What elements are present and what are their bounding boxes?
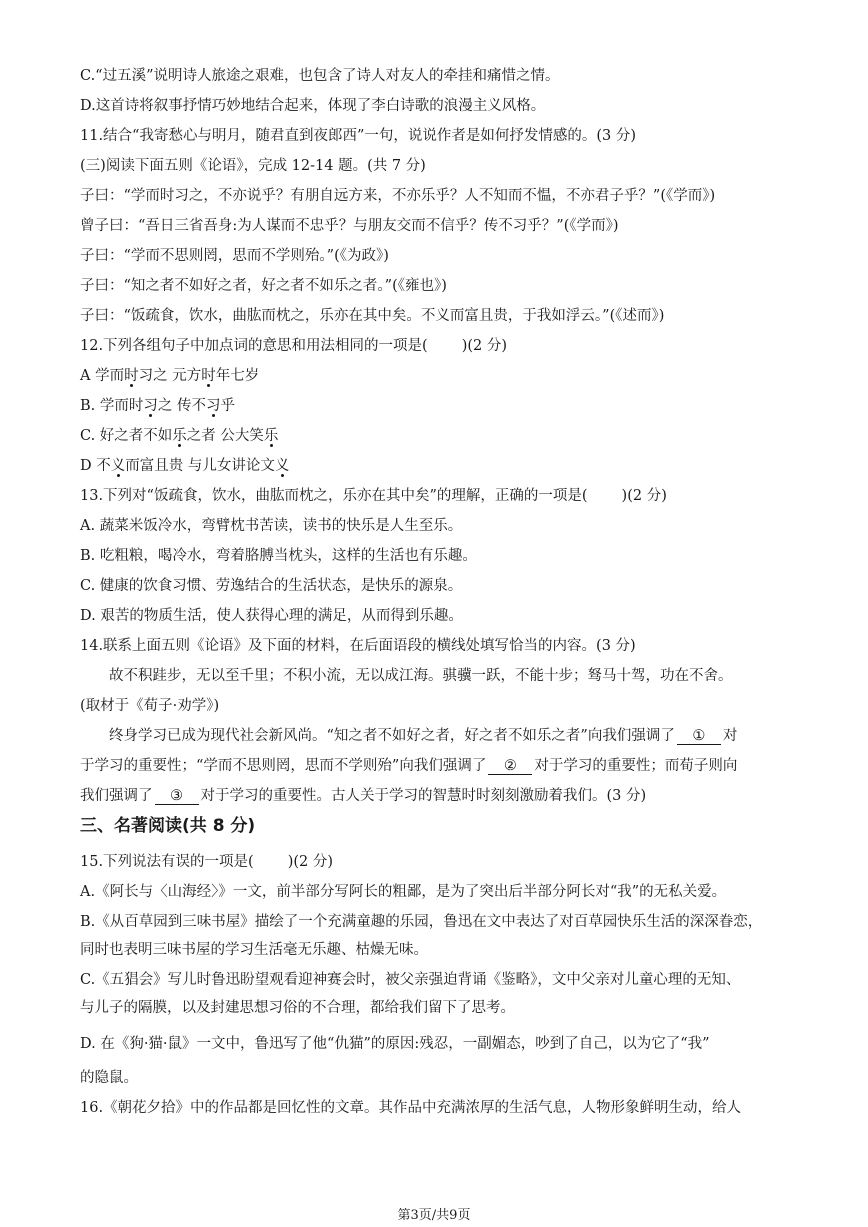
option-b-q13: B. 吃粗粮，喝冷水，弯着胳膊当枕头，这样的生活也有乐趣。 [80,548,477,564]
dotted-word: 习 [205,398,221,414]
option-text: 习之 元方 [138,368,202,384]
fill-blank-2[interactable]: ② [488,758,532,775]
option-text: 乎 [220,398,235,414]
question-16: 16.《朝花夕拾》中的作品都是回忆性的文章。其作品中充满浓厚的生活气息，人物形象鲜明生动，给人 [80,1100,742,1116]
dotted-word: 时 [201,368,216,384]
option-text: 之 传不 [157,398,206,414]
option-a-q13: A. 蔬菜米饭冷水，弯臂枕书苦读，读书的快乐是人生至乐。 [80,518,463,534]
fill-blank-3[interactable]: ③ [155,788,199,805]
question-13 [80,486,800,506]
option-c-q15-line1: C.《五猖会》写儿时鲁迅盼望观看迎神赛会时，被父亲强迫背诵《鉴略》，文中父亲对儿童心理的无知、 [80,972,741,988]
option-d-q10: D.这首诗将叙事抒情巧妙地结合起来，体现了李白诗歌的浪漫主义风格。 [80,98,546,114]
paragraph-text: 对于学习的重要性。古人关于学习的智慧时时刻刻激励着我们。(3 分) [200,788,647,804]
lunyu-quote-2: 曾子曰：“吾日三省吾身:为人谋而不忠乎？与朋友交而不信乎？传不习乎？”(《学而》) [80,218,619,234]
option-c-q10: C.“过五溪”说明诗人旅途之艰难，也包含了诗人对友人的牵挂和痛惜之情。 [80,68,560,84]
dotted-word: 义 [274,458,290,474]
lunyu-quote-5: 子曰：“饭疏食，饮水，曲肱而枕之，乐亦在其中矣。不义而富且贵，于我如浮云。”(《述而》) [80,308,665,324]
option-text: 之者 公大笑 [186,428,264,444]
fill-blank-1[interactable]: ① [677,728,721,745]
option-c-q15-line2: 与儿子的隔膜，以及封建思想习俗的不合理，都给我们留下了思考。 [80,1000,515,1016]
question-14: 14.联系上面五则《论语》及下面的材料，在后面语段的横线处填写恰当的内容。(3 分) [80,638,636,654]
question-11: 11.结合“我寄愁心与明月，随君直到夜郎西”一句，说说作者是如何抒发情感的。(3 分) [80,128,637,144]
page-number: 第3页/共9页 [397,1208,471,1223]
dotted-word: 习 [143,398,158,414]
paragraph-text: 终身学习已成为现代社会新风尚。“知之者不如好之者，好之者不如乐之者”向我们强调了 [109,728,675,744]
question-12-score: )(2 分) [461,338,508,354]
section-3-heading: (三)阅读下面五则《论语》，完成 12-14 题。(共 7 分) [80,158,426,174]
xunzi-source: (取材于《荀子·劝学》) [80,698,220,714]
option-text: C. 好之者不如 [80,428,173,444]
paragraph-line-1 [109,726,829,746]
option-a-q15: A.《阿长与〈山海经〉》一文，前半部分写阿长的粗鄙，是为了突出后半部分阿长对“我”的无私关爱。 [80,884,727,900]
option-text: 年七岁 [215,368,260,384]
dotted-word: 义 [110,458,126,474]
option-text: D 不 [80,458,111,474]
xunzi-quote: 故不积跬步，无以至千里；不积小流，无以成江海。骐骥一跃，不能十步；驽马十驾，功在不舍。 [109,668,733,684]
question-15-text: 15.下列说法有误的一项是( [80,854,254,870]
option-text: 而富且贵 与儿女讲论文 [125,458,275,474]
option-b-q12 [80,396,800,416]
option-d-q15-line2: 的隐鼠。 [80,1070,138,1086]
paragraph-text: 对 [722,728,738,744]
option-text: A 学而 [80,368,125,384]
dotted-word: 时 [124,368,139,384]
question-13-score: )(2 分) [621,488,667,504]
option-d-q12 [80,456,800,476]
question-13-text: 13.下列对“饭疏食，饮水，曲肱而枕之，乐亦在其中矣”的理解，正确的一项是( [80,488,588,504]
question-12 [80,336,800,356]
option-b-q15-line1: B.《从百草园到三味书屋》描绘了一个充满童趣的乐园，鲁迅在文中表达了对百草园快乐生活的深深眷恋， [80,914,763,930]
paragraph-text: 我们强调了 [80,788,153,804]
lunyu-quote-1: 子曰：“学而时习之，不亦说乎？有朋自远方来，不亦乐乎？人不知而不愠，不亦君子乎？”(《学而》) [80,188,716,204]
question-15-score: )(2 分) [287,854,334,870]
option-d-q15-line1: D. 在《狗·猫·鼠》一文中，鲁迅写了他“仇猫”的原因:残忍，一副媚态，吵到了自己，以为它了“我” [80,1036,710,1052]
paragraph-text: 于学习的重要性；“学而不思则罔，思而不学则殆”向我们强调了 [80,758,487,774]
paragraph-line-3 [80,786,800,806]
question-15 [80,852,800,872]
option-c-q13: C. 健康的饮食习惯、劳逸结合的生活状态，是快乐的源泉。 [80,578,463,594]
dotted-word: 乐 [263,428,279,444]
lunyu-quote-4: 子曰：“知之者不如好之者，好之者不如乐之者。”(《雍也》) [80,278,447,294]
option-text: B. 学而时 [80,398,144,414]
lunyu-quote-3: 子曰：“学而不思则罔，思而不学则殆。”(《为政》) [80,248,389,264]
dotted-word: 乐 [172,428,187,444]
option-c-q12 [80,426,800,446]
option-d-q13: D. 艰苦的物质生活，使人获得心理的满足，从而得到乐趣。 [80,608,463,624]
paragraph-text: 对于学习的重要性；而荀子则向 [534,758,738,774]
option-a-q12 [80,366,800,386]
section-3-title: 三、名著阅读(共 8 分) [80,816,256,836]
question-12-text: 12.下列各组句子中加点词的意思和用法相同的一项是( [80,338,428,354]
option-b-q15-line2: 同时也表明三味书屋的学习生活毫无乐趣、枯燥无味。 [80,942,428,958]
paragraph-line-2 [80,756,800,776]
